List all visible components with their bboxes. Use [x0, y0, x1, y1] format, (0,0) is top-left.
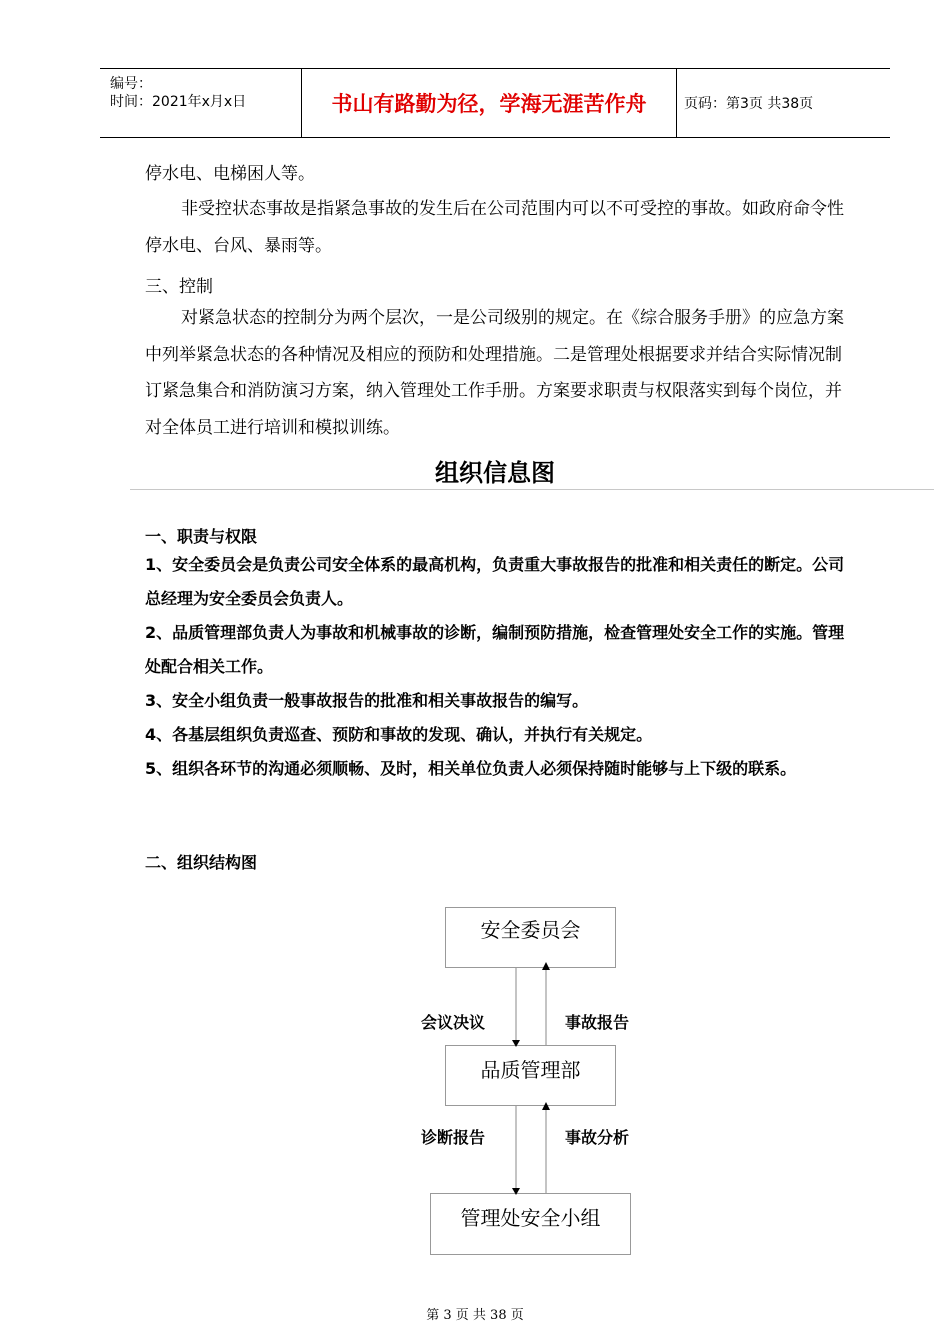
list-item: 3、安全小组负责一般事故报告的批准和相关事故报告的编写。 — [145, 691, 589, 710]
org-node-safety-committee: 安全委员会 — [445, 907, 616, 968]
duties-heading: 一、职责与权限 — [145, 527, 258, 546]
edge-label-meeting-resolution: 会议决议 — [421, 1013, 486, 1032]
section-title: 组织信息图 — [435, 459, 555, 487]
arrowhead-down-icon — [512, 1040, 520, 1047]
header-page-info: 页码：第3页 共38页 — [684, 96, 814, 112]
list-item: 1、安全委员会是负责公司安全体系的最高机构，负责重大事故报告的批准和相关责任的断定。公司总经理为安全委员会负责人。 — [145, 555, 845, 608]
arrowhead-up-icon — [542, 1102, 550, 1110]
list-item: 2、品质管理部负责人为事故和机械事故的诊断，编制预防措施，检查管理处安全工作的实施。管理处配合相关工作。 — [145, 623, 845, 676]
structure-heading: 二、组织结构图 — [145, 853, 258, 872]
page-footer: 第 3 页 共 38 页 — [426, 1308, 524, 1323]
edge-label-diagnosis-report: 诊断报告 — [421, 1128, 486, 1147]
org-node-safety-group: 管理处安全小组 — [430, 1193, 631, 1255]
list-item: 4、各基层组织负责巡查、预防和事故的发现、确认，并执行有关规定。 — [145, 725, 653, 744]
edge-label-accident-report: 事故报告 — [565, 1013, 630, 1032]
body-line: 停水电、电梯困人等。 — [145, 164, 315, 184]
number-label: 编号： — [110, 76, 152, 92]
time-label: 时间：2021年x月x日 — [110, 94, 247, 110]
org-node-quality-department: 品质管理部 — [445, 1045, 616, 1106]
arrowhead-up-icon — [542, 962, 550, 970]
section-heading: 三、控制 — [145, 277, 213, 297]
edge-label-accident-analysis: 事故分析 — [565, 1128, 630, 1147]
body-paragraph: 非受控状态事故是指紧急事故的发生后在公司范围内可以不可受控的事故。如政府命令性停水电、台风、暴雨等。 — [145, 199, 844, 256]
list-item: 5、组织各环节的沟通必须顺畅、及时，相关单位负责人必须保持随时能够与上下级的联系。 — [145, 759, 797, 778]
body-paragraph: 对紧急状态的控制分为两个层次，一是公司级别的规定。在《综合服务手册》的应急方案中列举紧急状态的各种情况及相应的预防和处理措施。二是管理处根据要求并结合实际情况制订紧急集合和消防演习方案，纳入管理处工作手册。方案要求职责与权限落实到每个岗位，并对全体员工进行培训和模拟训练。 — [145, 308, 844, 438]
header-motto: 书山有路勤为径，学海无涯苦作舟 — [301, 69, 677, 137]
arrowhead-down-icon — [512, 1188, 520, 1195]
